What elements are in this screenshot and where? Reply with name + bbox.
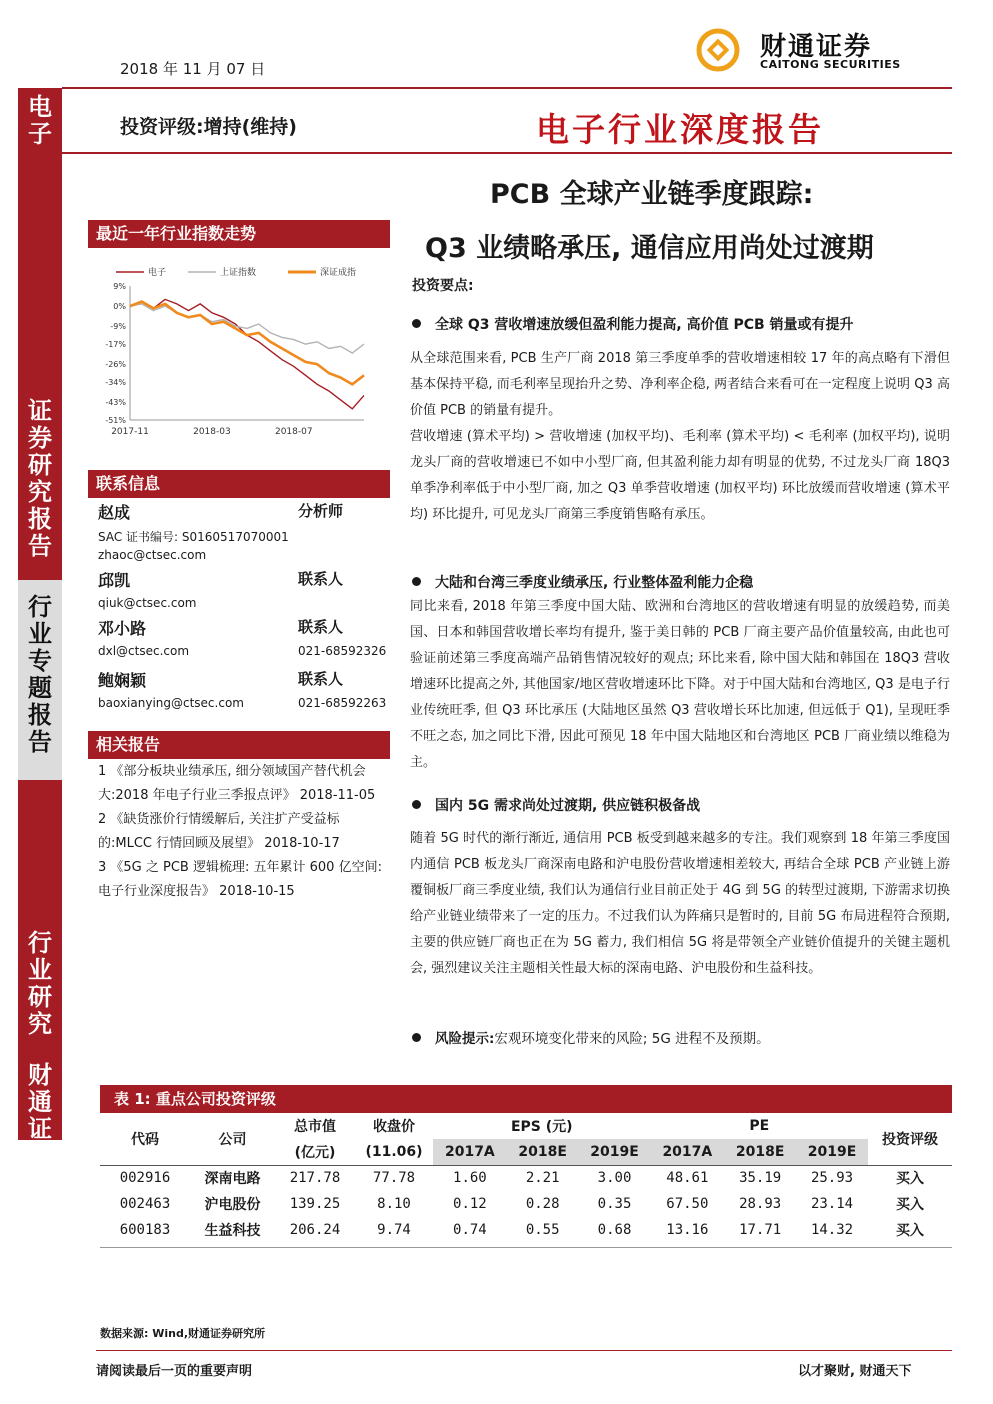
contact-name: 赵成 — [98, 503, 131, 522]
cell-eps: 0.28 — [525, 1196, 560, 1212]
col-close-date: (11.06) — [365, 1144, 423, 1160]
col-mcap-header: 总市值 — [294, 1119, 336, 1135]
y-tick-label: -9% — [110, 322, 126, 332]
col-eps-header: EPS (元) — [510, 1119, 573, 1135]
col-company-header: 公司 — [218, 1132, 247, 1148]
cell-eps: 1.60 — [453, 1170, 487, 1186]
risk-label: 风险提示: — [435, 1031, 495, 1047]
cell-pe: 14.32 — [810, 1222, 854, 1238]
data-source: 数据来源: Wind,财通证券研究所 — [100, 1327, 266, 1340]
invest-points-label: 投资要点: — [412, 278, 474, 294]
related-report-list — [98, 760, 390, 904]
legend-label: 上证指数 — [220, 268, 257, 278]
contact-role: 联系人 — [298, 670, 344, 688]
side-label-sector: 电子 — [28, 93, 52, 148]
col-pe-header: PE — [749, 1118, 770, 1134]
table-row — [100, 1165, 952, 1191]
series-line-2 — [130, 304, 364, 353]
contact-role: 联系人 — [298, 618, 344, 636]
cell-rating: 买入 — [896, 1171, 924, 1187]
y-tick-label: 0% — [113, 302, 126, 312]
report-title-line1: PCB 全球产业链季度跟踪: — [490, 179, 814, 210]
cell-rating: 买入 — [896, 1223, 924, 1239]
contact-name: 鲍娴颖 — [98, 671, 147, 690]
contact-phone: 021-68592326 — [298, 644, 387, 658]
bullet-heading-global — [412, 314, 854, 334]
cell-pe: 67.50 — [666, 1196, 709, 1212]
risk-text: 宏观环境变化带来的风险; 5G 进程不及预期。 — [494, 1031, 770, 1047]
key-company-table — [100, 1113, 952, 1243]
report-type-title: 电子行业深度报告 — [536, 110, 824, 149]
header-rule — [62, 87, 952, 89]
bullet-icon — [412, 577, 421, 586]
side-label-topic: 行业专题报告 — [28, 593, 52, 756]
x-tick-label: 2018-03 — [193, 427, 231, 437]
col-code-header: 代码 — [131, 1132, 159, 1148]
col-close-header: 收盘价 — [373, 1119, 415, 1135]
cell-eps: 3.00 — [597, 1170, 632, 1186]
paragraph-global-2: 营收增速 (算术平均) > 营收增速 (加权平均)、毛利率 (算术平均) < 毛利率 (加权平均), 说明龙头厂商的营收增速已不如中小型厂商, 但其盈利能力却有明显的优势, 不过龙头厂商 18Q3 单季净利率低于中小型厂商, 加之 Q3 单季营收增速 (加权平均) 环比放缓而营收增速 (算术平均) 环比提升, 可见龙头厂商第三季度销售略有承压。 — [410, 429, 950, 522]
bullet-heading-regions — [412, 572, 753, 592]
footer-slogan: 以才聚财, 财通天下 — [798, 1364, 912, 1379]
x-tick-label: 2018-07 — [274, 427, 313, 437]
index-chart — [88, 258, 390, 446]
paragraph-regions: 同比来看, 2018 年第三季度中国大陆、欧洲和台湾地区的营收增速有明显的放缓趋势, 而美国、日本和韩国营收增长率均有提升, 鉴于美日韩的 PCB 厂商主要产品价值量较高, 由此也可验证前述第三季度高端产品销售情况较好的观点; 环比来看, 除中国大陆和韩国在 18Q3 营收增速环比提高之外, 其他国家/地区营收增速环比下降。对于中国大陆和台湾地区, Q3 是电子行业传统旺季, 但 Q3 环比承压 (大陆地区虽然 Q3 营收增长环比加速, 但远低于 Q1), 呈现旺季不旺之态, 加之同比下滑, 因此可预见 18 年中国大陆地区和台湾地区 PCB 厂商业绩以维稳为主。 — [410, 599, 950, 770]
contact-heading: 联系信息 — [88, 470, 390, 498]
year-header: 2017A — [650, 1139, 724, 1165]
table-caption: 表 1: 重点公司投资评级 — [100, 1085, 952, 1113]
related-heading: 相关报告 — [88, 731, 390, 759]
x-tick-label: 2017-11 — [111, 427, 149, 437]
year-header: 2019E — [579, 1139, 651, 1165]
cell-close: 8.10 — [377, 1196, 411, 1212]
contact-role: 分析师 — [298, 502, 344, 520]
side-band-middle — [18, 580, 62, 780]
table-bottom-rule — [100, 1247, 952, 1248]
cell-mcap: 139.25 — [289, 1196, 341, 1212]
risk-warning — [412, 1027, 770, 1047]
cell-eps: 2.21 — [525, 1170, 560, 1186]
contact-role: 联系人 — [298, 570, 344, 588]
cell-pe: 48.61 — [666, 1170, 709, 1186]
legend-label: 电子 — [148, 268, 167, 278]
cell-company: 生益科技 — [204, 1223, 261, 1239]
cell-close: 77.78 — [372, 1170, 416, 1186]
bullet-icon — [412, 800, 421, 809]
related-report-item[interactable]: 3 《5G 之 PCB 逻辑梳理: 五年累计 600 亿空间:电子行业深度报告》 2018-10-15 — [98, 860, 382, 899]
cell-eps: 0.35 — [597, 1196, 632, 1212]
cell-pe: 23.14 — [810, 1196, 854, 1212]
bullet-text: 国内 5G 需求尚处过渡期, 供应链积极备战 — [435, 798, 701, 814]
bullet-icon — [412, 1033, 421, 1042]
y-tick-label: -17% — [105, 340, 126, 350]
contact-name: 邓小路 — [98, 619, 147, 638]
paragraph-5g: 随着 5G 时代的渐行渐近, 通信用 PCB 板受到越来越多的专注。我们观察到 18 年第三季度国内通信 PCB 板龙头厂商深南电路和沪电股份营收增速相差较大, 再结合全球 PCB 产业链上游覆铜板厂商三季度业绩, 我们认为通信行业目前正处于 4G 到 5G 的转型过渡期, 下游需求切换给产业链业绩带来了一定的压力。不过我们认为阵痛只是暂时的, 目前 5G 布局进程符合预期, 主要的供应链厂商也正在为 5G 蓄力, 我们相信 5G 将是带领全产业链价值提升的关键主题机会, 强烈建议关注主题相关性最大标的深南电路、沪电股份和生益科技。 — [410, 831, 950, 976]
contact-email[interactable]: baoxianying@ctsec.com — [98, 696, 244, 710]
paragraph-global-1: 从全球范围来看, PCB 生产厂商 2018 第三季度单季的营收增速相较 17 年的高点略有下滑但基本保持平稳, 而毛利率呈现抬升之势、净利率企稳, 两者结合来看可在一定程度上说明 Q3 高价值 PCB 的销量有提升。 — [410, 351, 950, 418]
side-label-research: 证券研究报告 — [28, 397, 52, 560]
contact-email[interactable]: zhaoc@ctsec.com — [98, 548, 207, 562]
company-name-cn: 财通证券 — [760, 32, 873, 62]
y-tick-label: -51% — [105, 416, 126, 425]
y-tick-label: -43% — [105, 398, 126, 408]
cell-code: 002463 — [119, 1196, 171, 1212]
side-label-institute: 财通证券研究所 — [28, 1061, 52, 1251]
table-row — [100, 1191, 952, 1217]
index-chart-svg — [88, 258, 390, 446]
year-header: 2018E — [724, 1139, 796, 1165]
cell-company: 沪电股份 — [204, 1197, 261, 1213]
bullet-text: 全球 Q3 营收增速放缓但盈利能力提高, 高价值 PCB 销量或有提升 — [435, 317, 854, 333]
y-tick-label: 9% — [113, 282, 126, 291]
cell-pe: 25.93 — [810, 1170, 854, 1186]
legend-label: 深证成指 — [320, 268, 357, 278]
cell-pe: 35.19 — [739, 1170, 782, 1186]
side-band-bottom — [18, 780, 62, 1251]
cell-code: 600183 — [119, 1222, 171, 1238]
series-line-1 — [130, 299, 364, 408]
report-title-line2: Q3 业绩略承压, 通信应用尚处过渡期 — [425, 233, 874, 264]
table-row — [100, 1217, 952, 1243]
related-report-item[interactable]: 2 《缺货涨价行情缓解后, 关注扩产受益标的:MLCC 行情回顾及展望》 2018-10-17 — [98, 812, 340, 851]
year-header: 2017A — [433, 1139, 507, 1165]
table-header-rule — [100, 1165, 952, 1166]
year-header: 2018E — [507, 1139, 579, 1165]
y-tick-label: -34% — [105, 378, 126, 388]
contact-phone: 021-68592263 — [298, 696, 387, 710]
cell-eps: 0.74 — [453, 1222, 487, 1238]
cell-company: 深南电路 — [204, 1171, 261, 1187]
cell-mcap: 206.24 — [289, 1222, 341, 1238]
cell-pe: 17.71 — [739, 1222, 782, 1238]
contact-email[interactable]: qiuk@ctsec.com — [98, 596, 197, 610]
company-name-en: CAITONG SECURITIES — [760, 58, 901, 71]
related-report-item[interactable]: 1 《部分板块业绩承压, 细分领域国产替代机会大:2018 年电子行业三季报点评》 2018-11-05 — [98, 764, 376, 803]
bullet-text: 大陆和台湾三季度业绩承压, 行业整体盈利能力企稳 — [435, 575, 754, 591]
index-section-heading: 最近一年行业指数走势 — [88, 220, 390, 248]
year-header: 2019E — [796, 1139, 868, 1165]
report-date: 2018 年 11 月 07 日 — [120, 60, 266, 78]
cell-pe: 13.16 — [666, 1222, 709, 1238]
cell-eps: 0.68 — [597, 1222, 632, 1238]
side-band-top — [18, 88, 62, 580]
col-mcap-unit: (亿元) — [294, 1145, 336, 1161]
y-tick-label: -26% — [105, 360, 126, 370]
cell-rating: 买入 — [896, 1197, 924, 1213]
investment-rating: 投资评级:增持(维持) — [120, 116, 297, 138]
contact-sac-number: SAC 证书编号: S0160517070001 — [98, 530, 289, 544]
series-line-3 — [130, 302, 364, 385]
side-label-industry: 行业研究 — [28, 929, 52, 1038]
footer-rule — [96, 1350, 952, 1351]
cell-eps: 0.12 — [453, 1196, 487, 1212]
cell-mcap: 217.78 — [289, 1170, 341, 1186]
bullet-heading-5g — [412, 795, 700, 815]
bullet-icon — [412, 319, 421, 328]
header-rule-lower — [62, 152, 952, 154]
cell-close: 9.74 — [377, 1222, 411, 1238]
footer-disclaimer[interactable]: 请阅读最后一页的重要声明 — [96, 1364, 253, 1379]
col-rating-header: 投资评级 — [882, 1132, 938, 1148]
cell-pe: 28.93 — [739, 1196, 782, 1212]
contact-email[interactable]: dxl@ctsec.com — [98, 644, 190, 658]
contact-name: 邱凯 — [98, 571, 131, 590]
cell-eps: 0.55 — [525, 1222, 560, 1238]
cell-code: 002916 — [119, 1170, 171, 1186]
